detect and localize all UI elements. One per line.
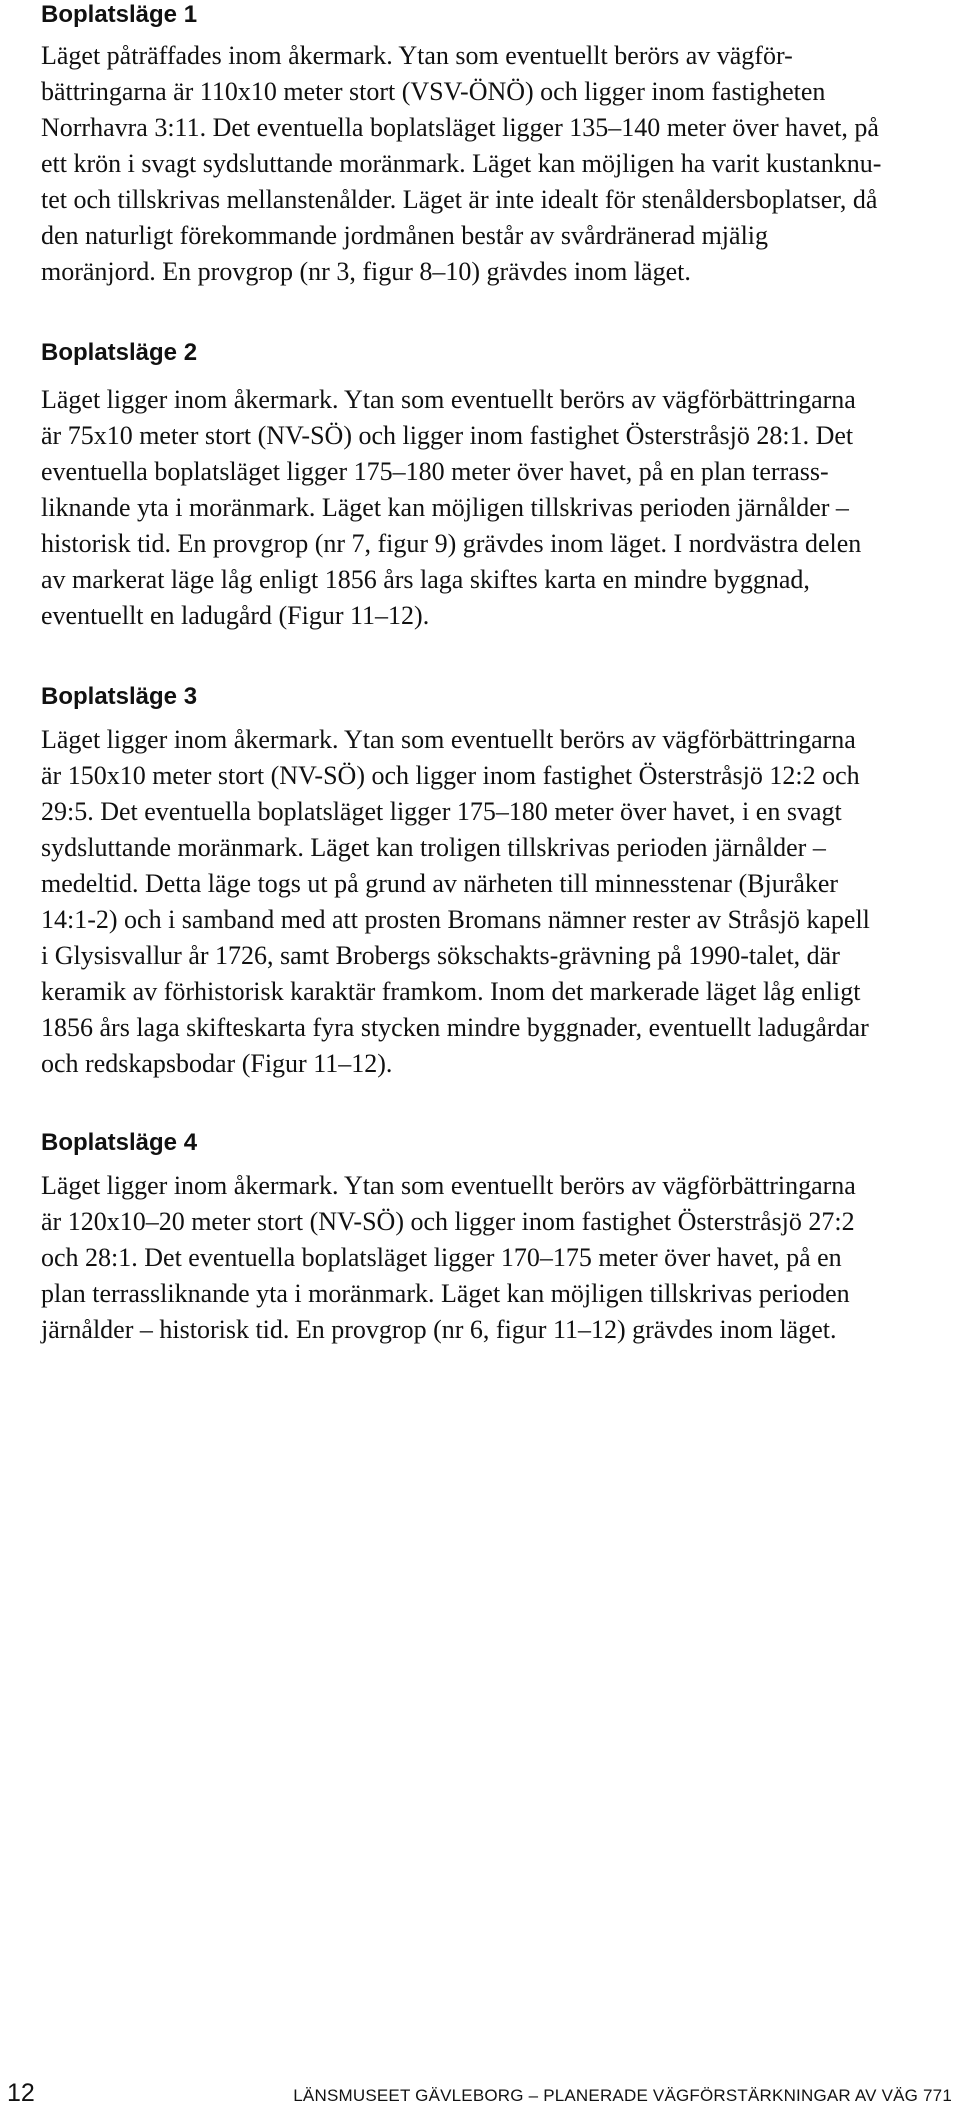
paragraph-line: Läget ligger inom åkermark. Ytan som eventuellt berörs av vägförbättringarna [41,725,856,754]
footer-title: LÄNSMUSEET GÄVLEBORG – PLANERADE VÄGFÖRSTÄRKNINGAR AV VÄG 771 [293,2086,952,2105]
section-heading: Boplatsläge 4 [41,1129,198,1156]
paragraph-line: historisk tid. En provgrop (nr 7, figur 9) grävdes inom läget. I nordvästra delen [41,529,862,558]
page-footer [0,2078,960,2108]
paragraph-line: sydsluttande moränmark. Läget kan troligen tillskrivas perioden järnålder – [41,833,826,862]
paragraph-line: Läget ligger inom åkermark. Ytan som eventuellt berörs av vägförbättringarna [41,1171,856,1200]
paragraph-line: moränjord. En provgrop (nr 3, figur 8–10) grävdes inom läget. [41,257,691,286]
section-paragraph [41,722,870,1082]
paragraph-line: och redskapsbodar (Figur 11–12). [41,1049,393,1078]
section-heading: Boplatsläge 3 [41,683,198,710]
paragraph-line: järnålder – historisk tid. En provgrop (nr 6, figur 11–12) grävdes inom läget. [41,1315,837,1344]
paragraph-line: eventuellt en ladugård (Figur 11–12). [41,601,430,630]
paragraph-line: Norrhavra 3:11. Det eventuella boplatsläget ligger 135–140 meter över havet, på [41,113,879,142]
section-heading: Boplatsläge 2 [41,339,198,366]
paragraph-line: 29:5. Det eventuella boplatsläget ligger 175–180 meter över havet, i en svagt [41,797,842,826]
section-paragraph [41,38,881,290]
paragraph-line: Läget påträffades inom åkermark. Ytan som eventuellt berörs av vägför- [41,41,793,70]
paragraph-line: 1856 års laga skifteskarta fyra stycken mindre byggnader, eventuellt ladugårdar [41,1013,869,1042]
paragraph-line: den naturligt förekommande jordmånen består av svårdränerad mjälig [41,221,769,250]
paragraph-line: Läget ligger inom åkermark. Ytan som eventuellt berörs av vägförbättringarna [41,385,856,414]
page-number: 12 [7,2079,35,2107]
paragraph-line: plan terrassliknande yta i moränmark. Läget kan möjligen tillskrivas perioden [41,1279,850,1308]
paragraph-line: medeltid. Detta läge togs ut på grund av närheten till minnesstenar (Bjuråker [41,869,839,898]
paragraph-line: i Glysisvallur år 1726, samt Brobergs sökschakts-grävning på 1990-talet, där [41,941,840,970]
paragraph-line: eventuella boplatsläget ligger 175–180 meter över havet, på en plan terrass- [41,457,829,486]
paragraph-line: är 75x10 meter stort (NV-SÖ) och ligger inom fastighet Österstråsjö 28:1. Det [41,421,854,450]
paragraph-line: liknande yta i moränmark. Läget kan möjligen tillskrivas perioden järnålder – [41,493,849,522]
paragraph-line: keramik av förhistorisk karaktär framkom. Inom det markerade läget låg enligt [41,977,861,1006]
paragraph-line: ett krön i svagt sydsluttande moränmark. Läget kan möjligen ha varit kustanknu- [41,149,882,178]
paragraph-line: och 28:1. Det eventuella boplatsläget ligger 170–175 meter över havet, på en [41,1243,842,1272]
section-heading: Boplatsläge 1 [41,1,198,28]
paragraph-line: är 120x10–20 meter stort (NV-SÖ) och ligger inom fastighet Österstråsjö 27:2 [41,1207,855,1236]
section-paragraph [41,1168,856,1348]
paragraph-line: 14:1-2) och i samband med att prosten Bromans nämner rester av Stråsjö kapell [41,905,870,934]
paragraph-line: av markerat läge låg enligt 1856 års laga skiftes karta en mindre byggnad, [41,565,810,594]
paragraph-line: bättringarna är 110x10 meter stort (VSV-ÖNÖ) och ligger inom fastigheten [41,77,826,106]
section-paragraph [41,382,861,634]
paragraph-line: tet och tillskrivas mellanstenålder. Läget är inte idealt för stenåldersboplatser, då [41,185,878,214]
paragraph-line: är 150x10 meter stort (NV-SÖ) och ligger inom fastighet Österstråsjö 12:2 och [41,761,860,790]
